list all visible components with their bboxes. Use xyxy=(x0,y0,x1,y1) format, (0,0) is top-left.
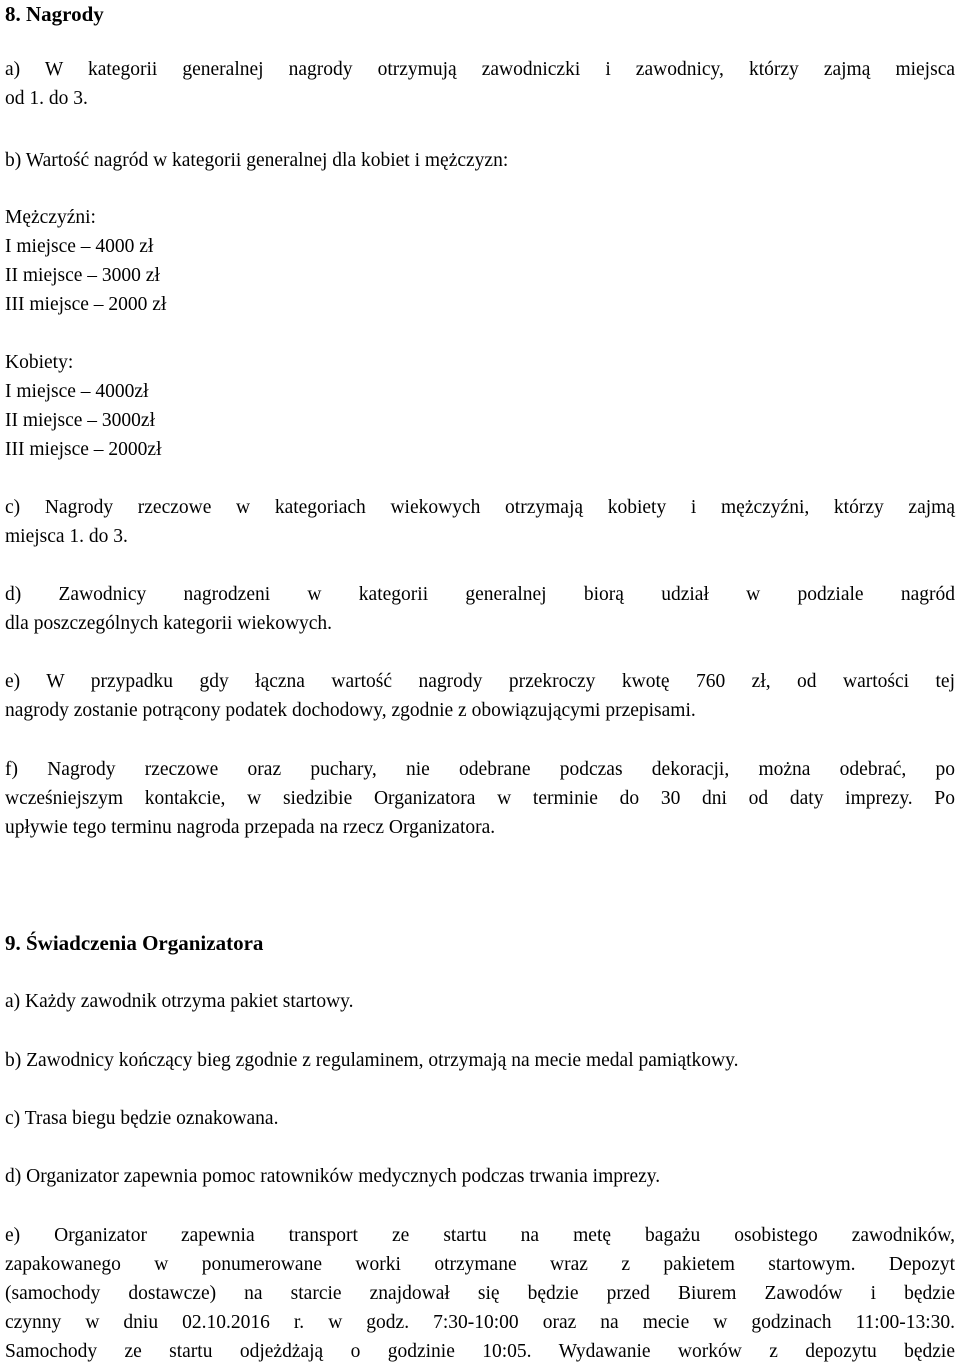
men-prize-list xyxy=(5,203,955,319)
paragraph-line: d) Zawodnicy nagrodzeni w kategorii generalnej biorą udział w podziale nagród xyxy=(5,584,955,605)
paragraph-line: c) Nagrody rzeczowe w kategoriach wiekowych otrzymają kobiety i mężczyźni, którzy zajmą xyxy=(5,497,955,518)
section-9-paragraph-c: c) Trasa biegu będzie oznakowana. xyxy=(5,1108,279,1129)
section-9-paragraph-d: d) Organizator zapewnia pomoc ratowników medycznych podczas trwania imprezy. xyxy=(5,1166,661,1187)
paragraph-line: e) W przypadku gdy łączna wartość nagrody przekroczy kwotę 760 zł, od wartości tej xyxy=(5,671,955,692)
men-heading: Mężczyźni: xyxy=(5,207,96,228)
section-8-paragraph-c xyxy=(5,493,955,551)
paragraph-line: nagrody zostanie potrącony podatek dochodowy, zgodnie z obowiązującymi przepisami. xyxy=(5,700,696,721)
section-9-paragraph-b: b) Zawodnicy kończący bieg zgodnie z regulaminem, otrzymają na mecie medal pamiątkowy. xyxy=(5,1050,739,1071)
paragraph-line: Samochody ze startu odjeżdżają o godzinie 10:05. Wydawanie worków z depozytu będzie xyxy=(5,1341,955,1362)
section-8-paragraph-f xyxy=(5,755,955,842)
paragraph-line: (samochody dostawcze) na starcie znajdował się będzie przed Biurem Zawodów i będzie xyxy=(5,1283,955,1304)
paragraph-line: a) W kategorii generalnej nagrody otrzymują zawodniczki i zawodnicy, którzy zajmą miejsca xyxy=(5,59,955,80)
section-8-paragraph-e xyxy=(5,667,955,725)
paragraph-line: upływie tego terminu nagroda przepada na rzecz Organizatora. xyxy=(5,817,496,838)
men-place-2: II miejsce – 3000 zł xyxy=(5,265,160,286)
men-place-1: I miejsce – 4000 zł xyxy=(5,236,154,257)
section-9-paragraph-e xyxy=(5,1221,955,1366)
men-place-3: III miejsce – 2000 zł xyxy=(5,294,167,315)
section-8-paragraph-b: b) Wartość nagród w kategorii generalnej dla kobiet i mężczyzn: xyxy=(5,150,509,171)
section-9-paragraph-a: a) Każdy zawodnik otrzyma pakiet startowy. xyxy=(5,991,354,1012)
women-place-3: III miejsce – 2000zł xyxy=(5,439,162,460)
section-8-heading: 8. Nagrody xyxy=(5,2,104,26)
paragraph-line: f) Nagrody rzeczowe oraz puchary, nie odebrane podczas dekoracji, można odebrać, po xyxy=(5,759,955,780)
section-8-paragraph-a xyxy=(5,55,955,113)
paragraph-line: e) Organizator zapewnia transport ze startu na metę bagażu osobistego zawodników, xyxy=(5,1225,955,1246)
section-8-paragraph-d xyxy=(5,580,955,638)
women-place-2: II miejsce – 3000zł xyxy=(5,410,155,431)
section-9-heading: 9. Świadczenia Organizatora xyxy=(5,931,264,955)
paragraph-line: zapakowanego w ponumerowane worki otrzymane wraz z pakietem startowym. Depozyt xyxy=(5,1254,955,1275)
paragraph-line: dla poszczególnych kategorii wiekowych. xyxy=(5,613,333,634)
women-heading: Kobiety: xyxy=(5,352,74,373)
women-place-1: I miejsce – 4000zł xyxy=(5,381,149,402)
paragraph-line: wcześniejszym kontakcie, w siedzibie Organizatora w terminie do 30 dni od daty imprezy. Po xyxy=(5,788,955,809)
paragraph-line: od 1. do 3. xyxy=(5,88,88,109)
paragraph-line: czynny w dniu 02.10.2016 r. w godz. 7:30-10:00 oraz na mecie w godzinach 11:00-13:30. xyxy=(5,1312,955,1333)
women-prize-list xyxy=(5,348,955,464)
paragraph-line: miejsca 1. do 3. xyxy=(5,526,128,547)
